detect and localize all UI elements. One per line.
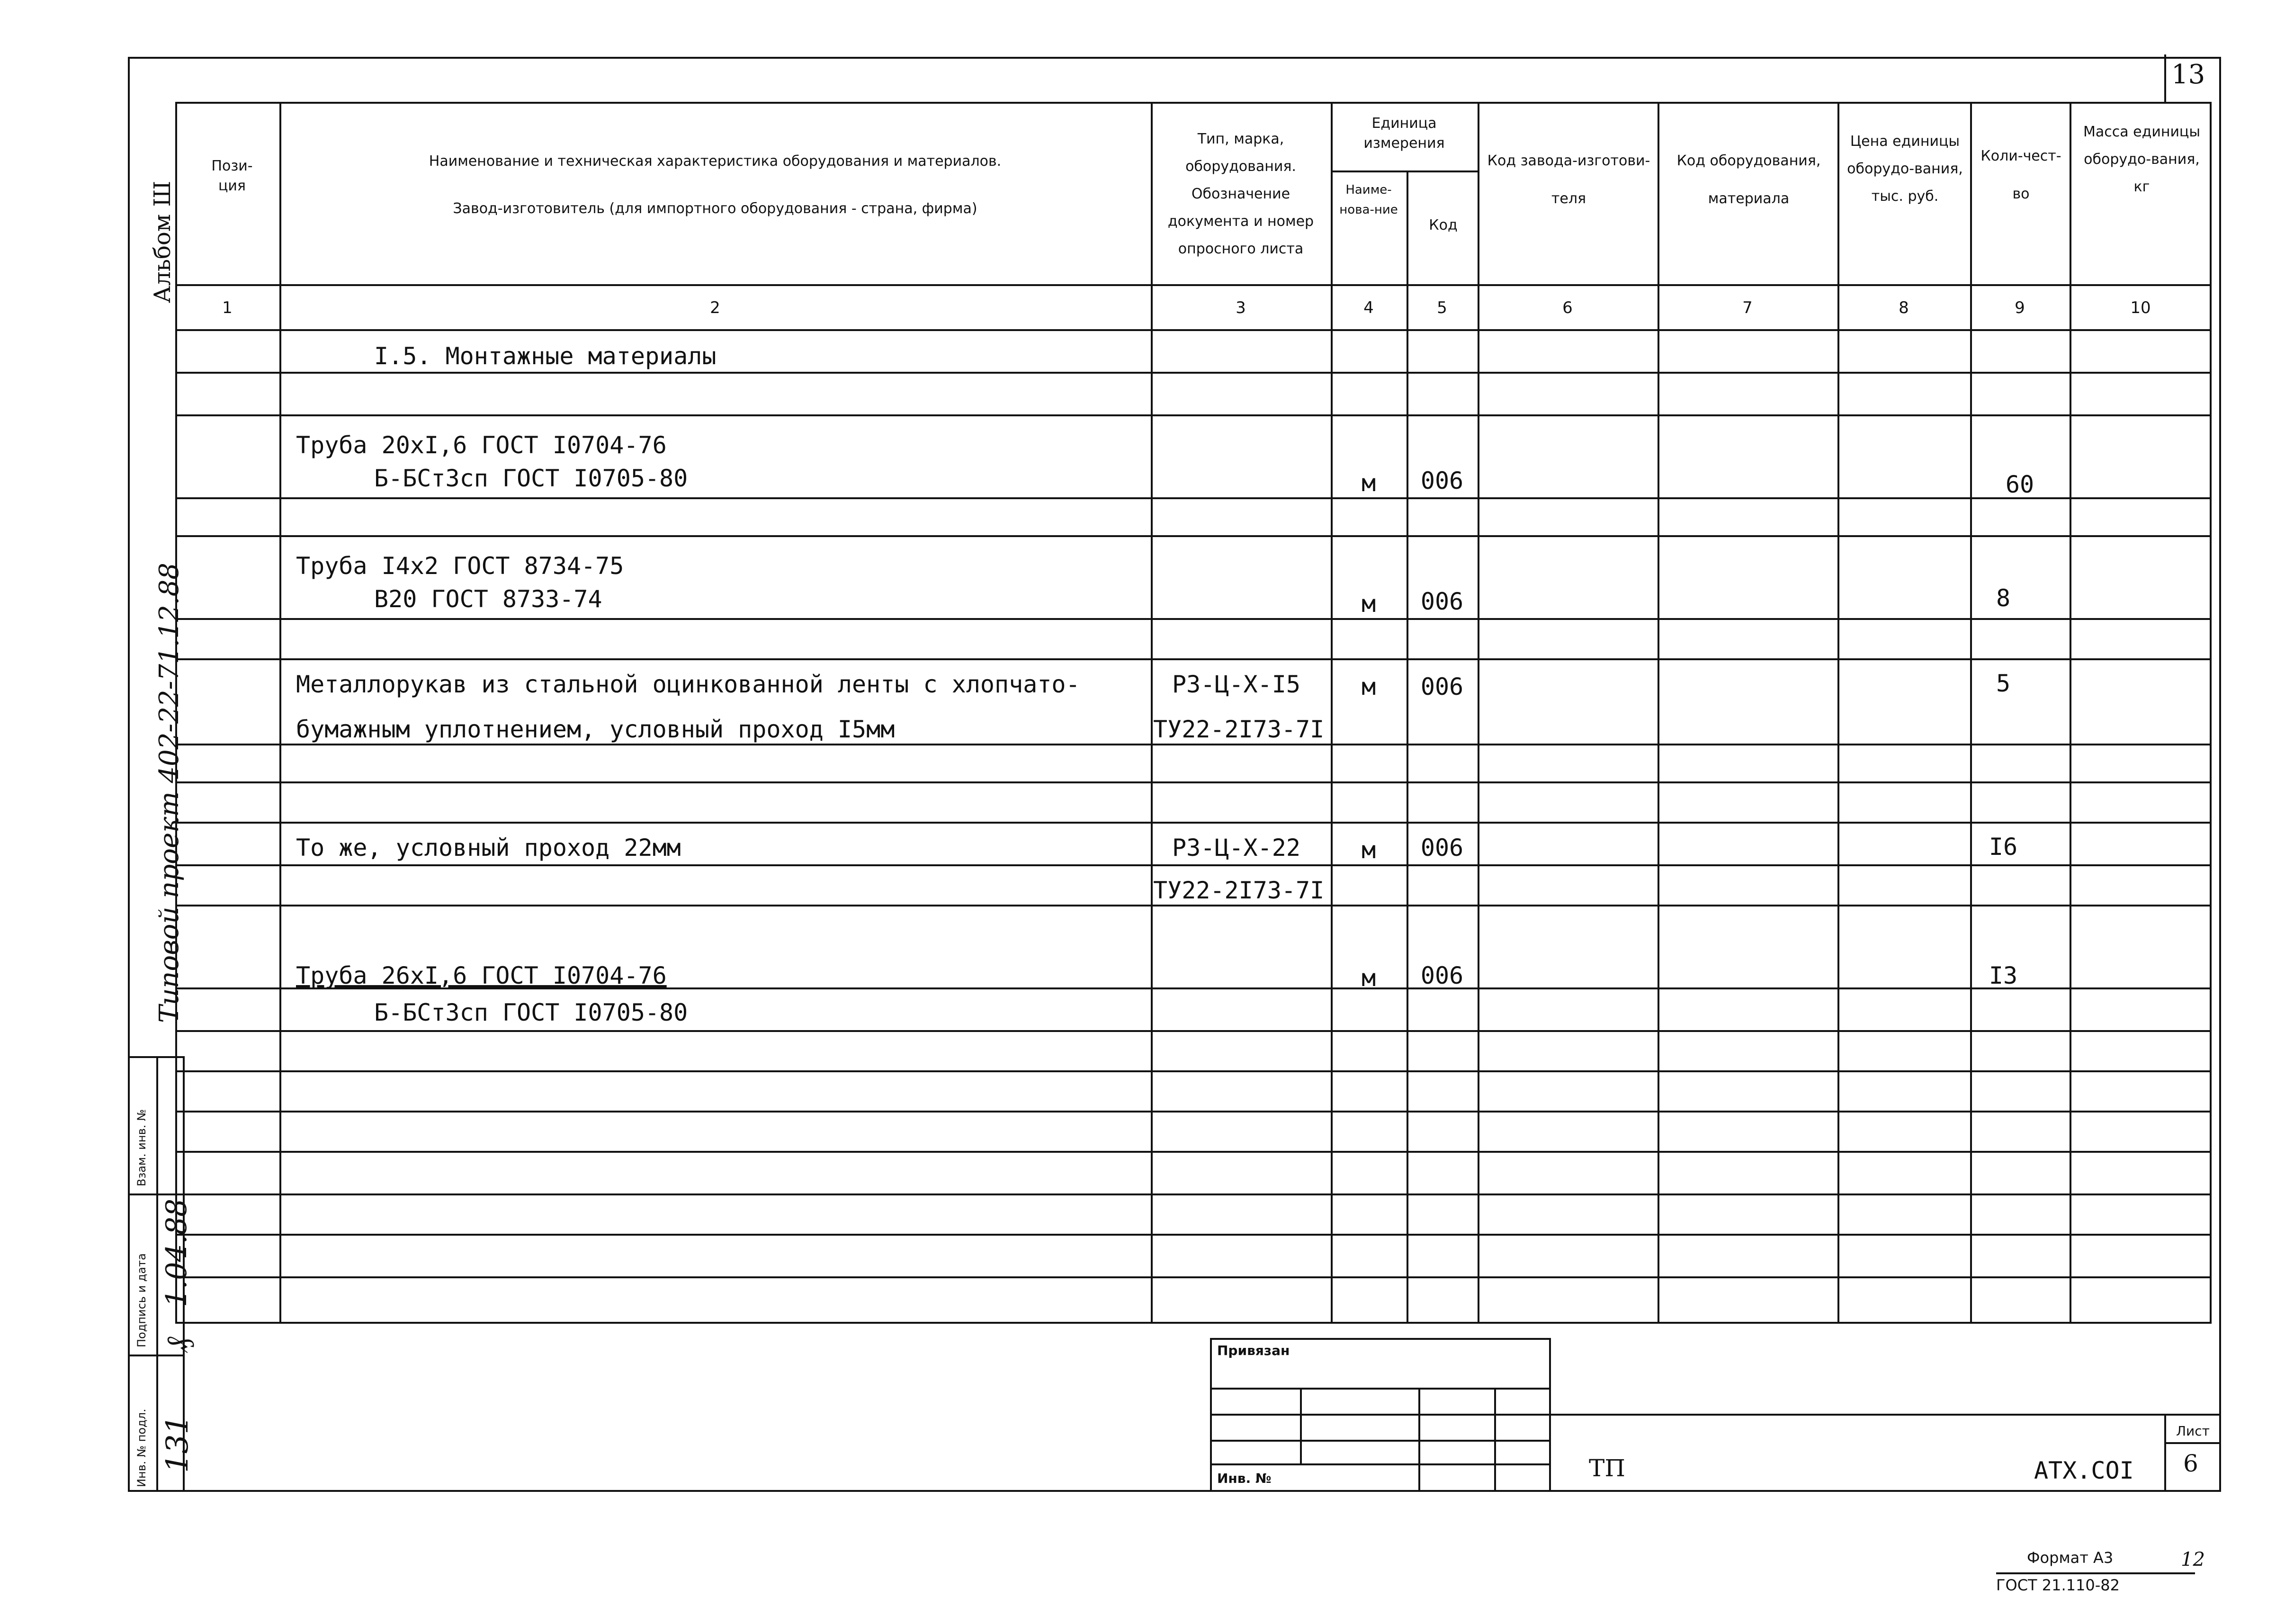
- row-5-code: 006: [1420, 673, 1464, 700]
- row-line: [175, 497, 2212, 499]
- row-5-unit: м: [1361, 673, 1376, 700]
- row-line: [175, 864, 2212, 866]
- inv-no-label: Инв. №: [1217, 1471, 1272, 1486]
- row-10-name: Б-БСт3сп ГОСТ I0705-80: [374, 999, 688, 1026]
- signature-date: 1.04.88: [160, 1198, 193, 1307]
- stamp-divider: [156, 1056, 158, 1492]
- col-line-5: [1478, 102, 1479, 1324]
- album-label: Альбом Ш: [149, 180, 176, 303]
- row-2-code: 006: [1420, 467, 1464, 494]
- doc-code: АТХ.СОI: [2034, 1457, 2134, 1484]
- row-7-type: Р3-Ц-Х-22: [1172, 834, 1300, 861]
- column-number-8: 8: [1899, 298, 1909, 317]
- header-name-line1: Наименование и техническая характеристика оборудования и материалов.: [429, 153, 1002, 170]
- col-line-8: [1970, 102, 1972, 1324]
- privyazan-vline: [1300, 1388, 1302, 1463]
- stamp-label-inv: Инв. № подл.: [135, 1409, 148, 1487]
- column-number-5: 5: [1437, 298, 1447, 317]
- row-4-unit: м: [1361, 590, 1376, 618]
- footer-line: [1996, 1572, 2195, 1574]
- sheet-corner-number: 13: [2171, 59, 2205, 90]
- corner-box-left: [2164, 54, 2166, 102]
- row-7-name: То же, условный проход 22мм: [296, 834, 681, 861]
- header-factory-code: Код завода-изготови-теля: [1487, 153, 1650, 207]
- row-9-name: Труба 26хI,6 ГОСТ I0704-76: [296, 962, 667, 989]
- column-number-7: 7: [1742, 298, 1753, 317]
- stamp-label-signature: Подпись и дата: [135, 1253, 148, 1347]
- row-2-qty: 60: [2005, 471, 2034, 498]
- row-line: [175, 822, 2212, 824]
- col-line-3: [1331, 102, 1333, 1324]
- row-line: [175, 1193, 2212, 1195]
- row-9-code: 006: [1420, 962, 1464, 989]
- privyazan-vline: [1494, 1388, 1496, 1492]
- header-price: Цена единицы оборудо-вания, тыс. руб.: [1847, 133, 1963, 205]
- row-line: [175, 414, 2212, 416]
- row-1-name: Труба 20хI,6 ГОСТ I0704-76: [296, 431, 667, 459]
- row-2-name: Б-БСт3сп ГОСТ I0705-80: [374, 465, 688, 492]
- row-9-qty: I3: [1989, 962, 2018, 989]
- header-name-line2: Завод-изготовитель (для импортного оборудования - страна, фирма): [453, 200, 977, 217]
- stamp-line: [128, 1355, 185, 1356]
- sheet-box-left: [2164, 1414, 2166, 1492]
- row-4-name: В20 ГОСТ 8733-74: [374, 585, 602, 613]
- row-line: [175, 1276, 2212, 1278]
- column-number-9: 9: [2015, 298, 2025, 317]
- column-number-4: 4: [1363, 298, 1374, 317]
- header-unit-code: Код: [1429, 217, 1458, 233]
- row-line: [175, 1151, 2212, 1153]
- row-line: [175, 658, 2212, 660]
- row-7-code: 006: [1420, 834, 1464, 861]
- col-line-1: [279, 102, 281, 1324]
- col-line-9: [2070, 102, 2071, 1324]
- row-line: [175, 1234, 2212, 1236]
- signature-mark: ₰: [160, 1337, 195, 1352]
- row-7-qty: I6: [1989, 833, 2018, 861]
- corner-number-bottom: 12: [2181, 1549, 2205, 1570]
- row-line: [175, 1070, 2212, 1072]
- header-position: Пози-ция: [211, 158, 253, 194]
- privyazan-line: [1210, 1388, 1551, 1390]
- inv-number: 131: [160, 1415, 195, 1473]
- row-8-type: ТУ22-2I73-7I: [1153, 877, 1325, 904]
- header-equipment-code: Код оборудования, материала: [1676, 153, 1821, 207]
- column-number-6: 6: [1562, 298, 1573, 317]
- row-9-unit: м: [1361, 964, 1376, 992]
- row-line: [175, 781, 2212, 783]
- stamp-label-vzam: Взам. инв. №: [135, 1109, 148, 1186]
- project-label: Типовой проект 402-22-71.12.88: [154, 563, 185, 1023]
- row-line: [175, 905, 2212, 906]
- row-5-type: Р3-Ц-Х-I5: [1172, 671, 1300, 698]
- privyazan-vline: [1418, 1388, 1420, 1492]
- sheet-label: Лист: [2176, 1423, 2210, 1439]
- privyazan-label: Привязан: [1217, 1343, 1290, 1358]
- column-number-2: 2: [710, 298, 720, 317]
- unit-group-line: [1331, 170, 1478, 172]
- header-quantity: Коли-чест-во: [1980, 148, 2061, 202]
- privyazan-line: [1210, 1440, 1551, 1442]
- row-6-type: ТУ22-2I73-7I: [1153, 716, 1325, 743]
- row-line: [175, 1111, 2212, 1113]
- column-number-3: 3: [1236, 298, 1246, 317]
- format-label: Формат А3: [2027, 1549, 2114, 1567]
- sheet-number: 6: [2183, 1450, 2198, 1477]
- colnum-bottom-line: [175, 329, 2212, 331]
- header-bottom-line: [175, 284, 2212, 286]
- row-line: [175, 618, 2212, 620]
- col-line-2: [1151, 102, 1153, 1324]
- title-block-top: [1551, 1414, 2221, 1416]
- privyazan-line: [1210, 1463, 1551, 1465]
- col-line-7: [1837, 102, 1839, 1324]
- privyazan-line: [1210, 1414, 1551, 1416]
- section-title: I.5. Монтажные материалы: [374, 342, 717, 370]
- row-4-code: 006: [1420, 588, 1464, 615]
- header-type: Тип, марка, оборудования. Обозначение документа и номер опросного листа: [1167, 131, 1314, 257]
- header-mass: Масса единицы оборудо-вания, кг: [2083, 124, 2201, 195]
- tp-label: ТП: [1589, 1454, 1625, 1482]
- row-line: [175, 1030, 2212, 1032]
- header-unit-name: Наиме-нова-ние: [1339, 183, 1398, 217]
- stamp-line: [128, 1193, 185, 1195]
- row-line: [175, 744, 2212, 745]
- row-5-qty: 5: [1996, 670, 2011, 697]
- row-2-unit: м: [1361, 469, 1376, 497]
- header-unit-group: Единица измерения: [1363, 115, 1445, 152]
- row-3-name: Труба I4х2 ГОСТ 8734-75: [296, 552, 624, 580]
- column-number-10: 10: [2130, 298, 2151, 317]
- row-5-name: Металлорукав из стальной оцинкованной ленты с хлопчато-: [296, 671, 1080, 698]
- row-6-name: бумажным уплотнением, условный проход I5мм: [296, 716, 895, 743]
- row-line: [175, 372, 2212, 374]
- row-7-unit: м: [1361, 836, 1376, 864]
- sheet-box-line: [2164, 1442, 2221, 1444]
- row-line: [175, 535, 2212, 537]
- col-line-6: [1658, 102, 1659, 1324]
- column-number-1: 1: [222, 298, 233, 317]
- row-4-qty: 8: [1996, 584, 2011, 612]
- gost-label: ГОСТ 21.110-82: [1996, 1576, 2120, 1594]
